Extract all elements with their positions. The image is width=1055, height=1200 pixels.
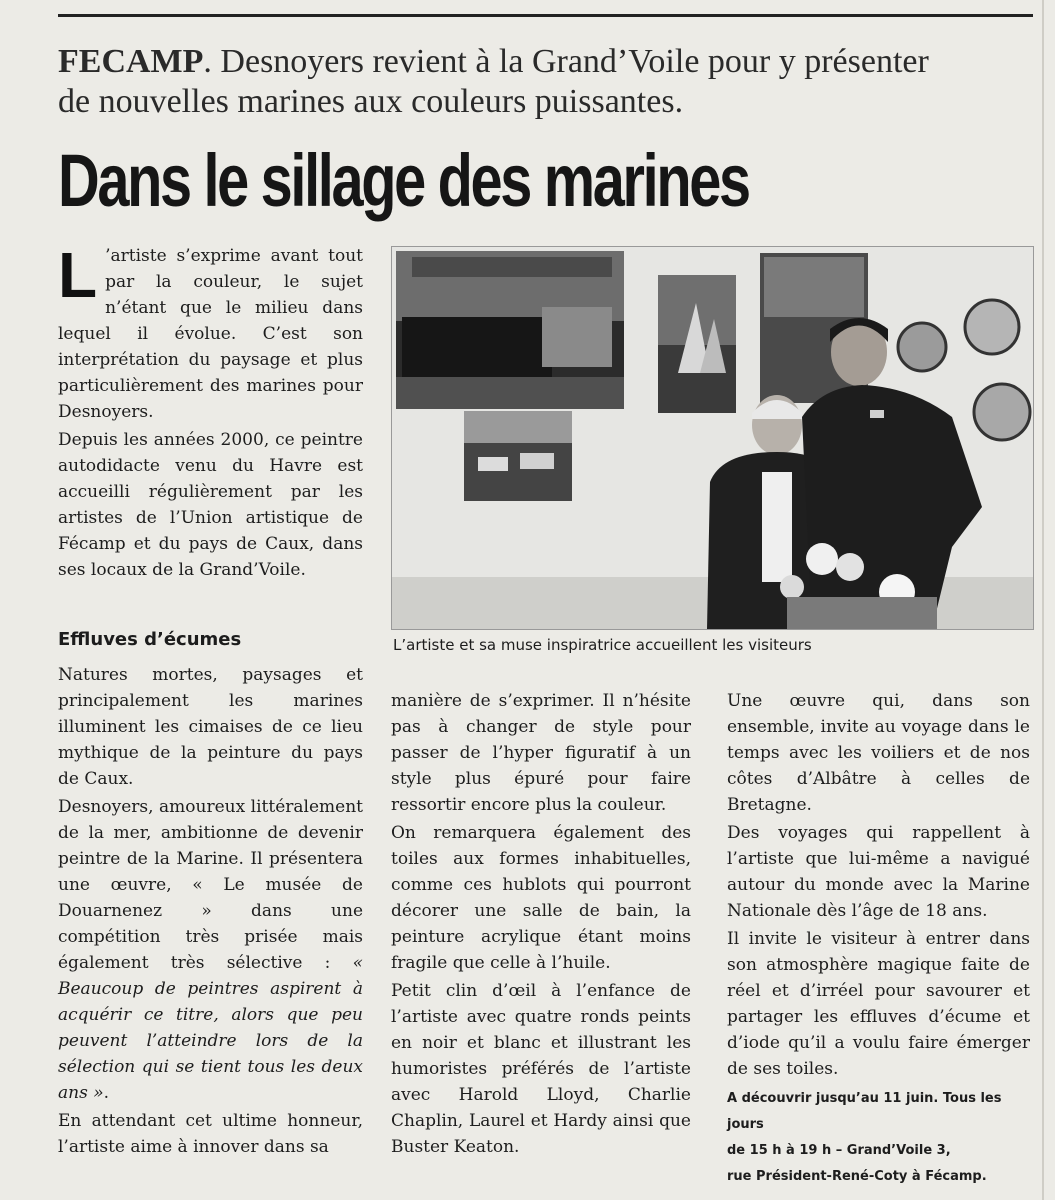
painting-sailboats <box>658 275 736 413</box>
intro-paragraph-1 <box>58 239 363 425</box>
kicker-place: FECAMP <box>58 43 204 80</box>
photo-illustration <box>392 247 1033 629</box>
porthole-painting-3 <box>974 384 1030 440</box>
intro-paragraph-2: Depuis les années 2000, ce peintre autodidacte venu du Havre est accueilli régulièrement par les artistes de l’Union artistique de Fécamp et du pays de Caux, dans ses locaux de la Grand’Voile. <box>58 430 363 580</box>
col3-paragraph-3: Il invite le visiteur à entrer dans son atmosphère magique faite de réel et d’irréel pour savourer et partager les effluves d’écume et d’iode qu’il a voulu faire émerger de ses toiles. <box>727 929 1030 1079</box>
porthole-painting-1 <box>898 323 946 371</box>
col2-paragraph-2: On remarquera également des toiles aux formes inhabituelles, comme ces hublots qui pourront décorer une salle de bain, la peinture acrylique étant moins fragile que celle à l’huile. <box>391 823 691 973</box>
section-subhead: Effluves d’écumes <box>58 629 242 650</box>
col1-paragraph-1: Natures mortes, paysages et principalement les marines illuminent les cimaises de ce lieu mythique de la peinture du pays de Caux. <box>58 665 363 789</box>
painting-harbour <box>396 251 624 409</box>
exhibition-info-line-2: de 15 h à 19 h – Grand’Voile 3, <box>727 1143 951 1158</box>
drop-cap: L <box>58 239 98 311</box>
exhibition-info-line-3: rue Président-René-Coty à Fécamp. <box>727 1169 987 1184</box>
intro-paragraph-1-text: ’artiste s’exprime avant tout par la couleur, le sujet n’étant que le milieu dans lequel il évolue. C’est son interprétation du paysage et plus particulièrement des marines pour Desnoyers. <box>58 246 363 422</box>
exhibition-info <box>727 1086 1030 1190</box>
col2-paragraph-3: Petit clin d’œil à l’enfance de l’artiste avec quatre ronds peints en noir et blanc et illustrant les humoristes préférés de l’artiste avec Harold Lloyd, Charlie Chaplin, Laurel et Hardy ainsi que Buster Keaton. <box>391 981 691 1157</box>
col3-paragraph-2: Des voyages qui rappellent à l’artiste que lui-même a navigué autour du monde avec la Marine Nationale dès l’âge de 18 ans. <box>727 823 1030 921</box>
top-rule <box>58 14 1033 17</box>
intro-column <box>58 239 363 583</box>
column-3 <box>727 688 1030 1190</box>
col2-paragraph-1: manière de s’exprimer. Il n’hésite pas à changer de style pour passer de l’hyper figuratif à un style plus épuré pour faire ressortir encore plus la couleur. <box>391 691 691 815</box>
col1-paragraph-2-text: Desnoyers, amoureux littéralement de la mer, ambitionne de devenir peintre de la Marine. Il présentera une œuvre, « Le musée de Douarnenez » dans une compétition très prisée mais également très sélective : <box>58 797 363 973</box>
porthole-painting-2 <box>965 300 1019 354</box>
photo-caption: L’artiste et sa muse inspiratrice accueillent les visiteurs <box>393 636 812 654</box>
kicker-line-2: de nouvelles marines aux couleurs puissantes. <box>58 83 684 120</box>
column-2 <box>391 688 691 1160</box>
kicker <box>58 42 1043 122</box>
col1-quote: « Beaucoup de peintres aspirent à acquérir ce titre, alors que peu peuvent l’atteindre lors de la sélection qui se tient tous les deux ans » <box>58 953 363 1103</box>
exhibition-info-line-1: A découvrir jusqu’au 11 juin. Tous les jours <box>727 1091 1002 1132</box>
page-fold-line <box>1042 0 1044 1200</box>
headline: Dans le sillage des marines <box>58 139 749 222</box>
col1-paragraph-3: En attendant cet ultime honneur, l’artiste aime à innover dans sa <box>58 1111 363 1157</box>
article-photo <box>391 246 1034 630</box>
kicker-line-1: . Desnoyers revient à la Grand’Voile pour y présenter <box>203 43 929 80</box>
painting-boats <box>464 411 572 501</box>
col1-quote-end: . <box>103 1083 110 1103</box>
column-1 <box>58 662 363 1160</box>
col1-paragraph-2 <box>58 794 363 1106</box>
col3-paragraph-1: Une œuvre qui, dans son ensemble, invite au voyage dans le temps avec les voiliers et de nos côtes d’Albâtre à celles de Bretagne. <box>727 691 1030 815</box>
